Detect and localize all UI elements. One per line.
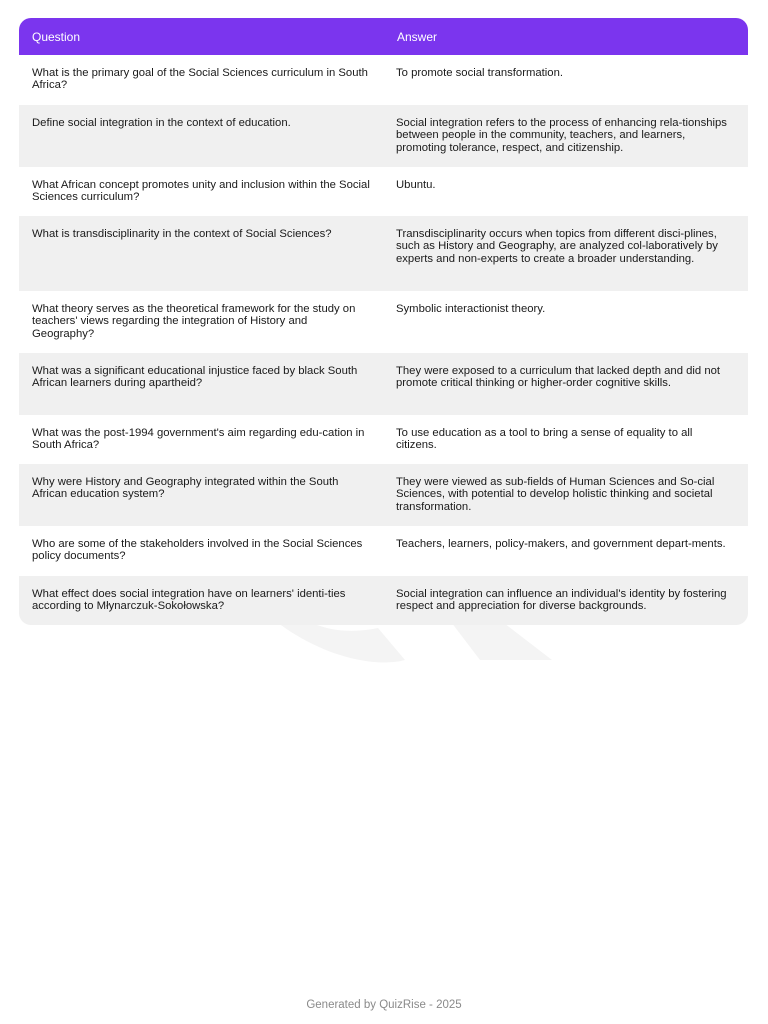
table-header	[19, 18, 748, 55]
header-question: Question	[32, 29, 81, 44]
table-row	[19, 167, 748, 216]
table-row	[19, 216, 748, 291]
question-cell: Why were History and Geography integrated within the South African education system?	[32, 476, 339, 501]
answer-cell: Symbolic interactionist theory.	[396, 303, 546, 315]
question-cell: What effect does social integration have on learners' identi-ties according to Młynarczuk-Sokołowska?	[32, 588, 346, 613]
table-row	[19, 55, 748, 105]
answer-cell: Transdisciplinarity occurs when topics from different disci-plines, such as History and Geography, are analyzed col-laboratively by experts and non-experts to create a broader understanding.	[396, 228, 718, 265]
question-cell: What theory serves as the theoretical framework for the study on teachers' views regarding the integration of History and Geography?	[32, 303, 356, 340]
answer-cell: They were exposed to a curriculum that lacked depth and did not promote critical thinking or higher-order cognitive skills.	[396, 365, 721, 390]
table-row	[19, 105, 748, 167]
footer-credit: Generated by QuizRise - 2025	[306, 999, 462, 1011]
answer-cell: Ubuntu.	[396, 179, 436, 191]
question-cell: What was a significant educational injustice faced by black South African learners during apartheid?	[32, 365, 358, 390]
answer-cell: They were viewed as sub-fields of Human Sciences and So-cial Sciences, with potential to develop holistic thinking and societal transformation.	[396, 476, 715, 513]
question-cell: What African concept promotes unity and inclusion within the Social Sciences curriculum?	[32, 179, 370, 204]
question-cell: What was the post-1994 government's aim regarding edu-cation in South Africa?	[32, 427, 365, 452]
table-row	[19, 464, 748, 526]
qa-table	[19, 18, 748, 625]
table-row	[19, 291, 748, 353]
table-row	[19, 576, 748, 625]
answer-cell: Teachers, learners, policy-makers, and government depart-ments.	[396, 538, 726, 550]
answer-cell: To promote social transformation.	[396, 67, 564, 79]
header-answer: Answer	[397, 29, 438, 44]
question-cell: What is the primary goal of the Social Sciences curriculum in South Africa?	[32, 67, 368, 92]
answer-cell: Social integration refers to the process of enhancing rela-tionships between people in the community, teachers, and learners, promoting tolerance, respect, and citizenship.	[396, 117, 727, 154]
table-row	[19, 415, 748, 464]
question-cell: Define social integration in the context of education.	[32, 117, 291, 129]
answer-cell: Social integration can influence an individual's identity by fostering respect and appreciation for diverse backgrounds.	[396, 588, 727, 613]
table-row	[19, 353, 748, 415]
table-row	[19, 526, 748, 576]
question-cell: What is transdisciplinarity in the context of Social Sciences?	[32, 228, 332, 240]
answer-cell: To use education as a tool to bring a sense of equality to all citizens.	[396, 427, 693, 452]
question-cell: Who are some of the stakeholders involved in the Social Sciences policy documents?	[32, 538, 363, 563]
